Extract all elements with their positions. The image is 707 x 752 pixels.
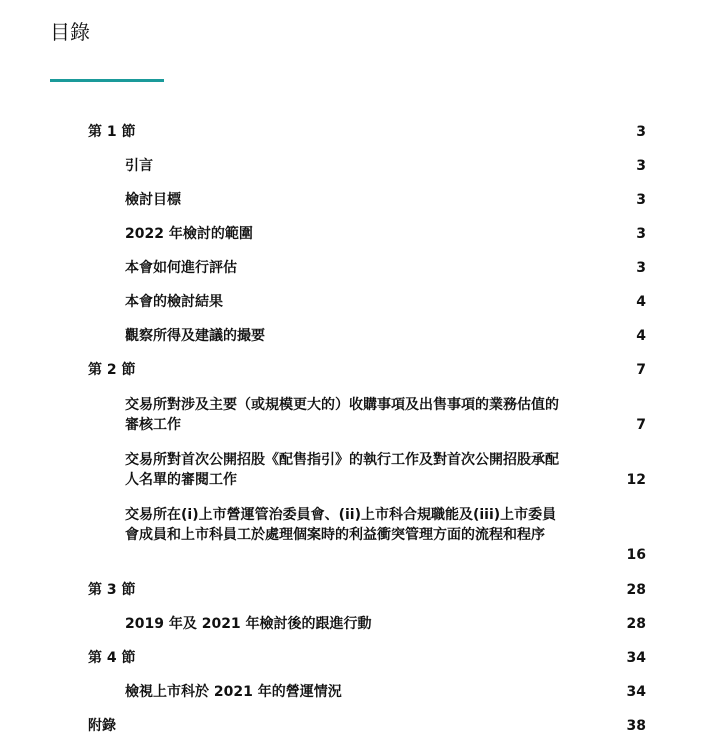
page-title: 目錄 [50, 20, 90, 44]
toc-page-number: 3 [636, 124, 646, 140]
toc-label: 交易所在(i)上市營運管治委員會、(ii)上市科合規職能及(iii)上市委員會成員和上市科員工於處理個案時的利益衝突管理方面的流程和程序 [125, 507, 557, 543]
toc-label: 檢視上市科於 2021 年的營運情況 [125, 684, 342, 700]
toc-page-number: 3 [636, 158, 646, 174]
toc-label: 觀察所得及建議的撮要 [125, 328, 265, 344]
toc-label: 本會的檢討結果 [125, 294, 223, 310]
toc-label: 交易所對涉及主要（或規模更大的）收購事項及出售事項的業務估值的審核工作 [125, 397, 559, 433]
toc-page-number: 34 [626, 650, 646, 666]
toc-page-number: 16 [626, 547, 646, 563]
toc-label: 檢討目標 [125, 192, 181, 208]
toc-label: 2019 年及 2021 年檢討後的跟進行動 [125, 616, 372, 632]
toc-label: 第 1 節 [88, 124, 136, 140]
toc-label: 本會如何進行評估 [125, 260, 237, 276]
toc-page-number: 3 [636, 192, 646, 208]
toc-page-number: 3 [636, 226, 646, 242]
toc-page-number: 12 [626, 472, 646, 488]
toc-label: 引言 [125, 158, 153, 174]
toc-page-number: 7 [636, 417, 646, 433]
toc-label: 交易所對首次公開招股《配售指引》的執行工作及對首次公開招股承配人名單的審閱工作 [125, 452, 559, 488]
toc-label: 第 3 節 [88, 582, 136, 598]
toc-label: 第 2 節 [88, 362, 136, 378]
toc-label: 附錄 [88, 718, 116, 734]
toc-page-number: 28 [626, 616, 646, 632]
toc-page-number: 7 [636, 362, 646, 378]
toc-label: 2022 年檢討的範圍 [125, 226, 253, 242]
toc-page-number: 3 [636, 260, 646, 276]
toc-page-number: 4 [636, 294, 646, 310]
toc-page-number: 28 [626, 582, 646, 598]
toc-page-number: 38 [626, 718, 646, 734]
toc-label: 第 4 節 [88, 650, 136, 666]
toc-page-number: 34 [626, 684, 646, 700]
toc-page-number: 4 [636, 328, 646, 344]
